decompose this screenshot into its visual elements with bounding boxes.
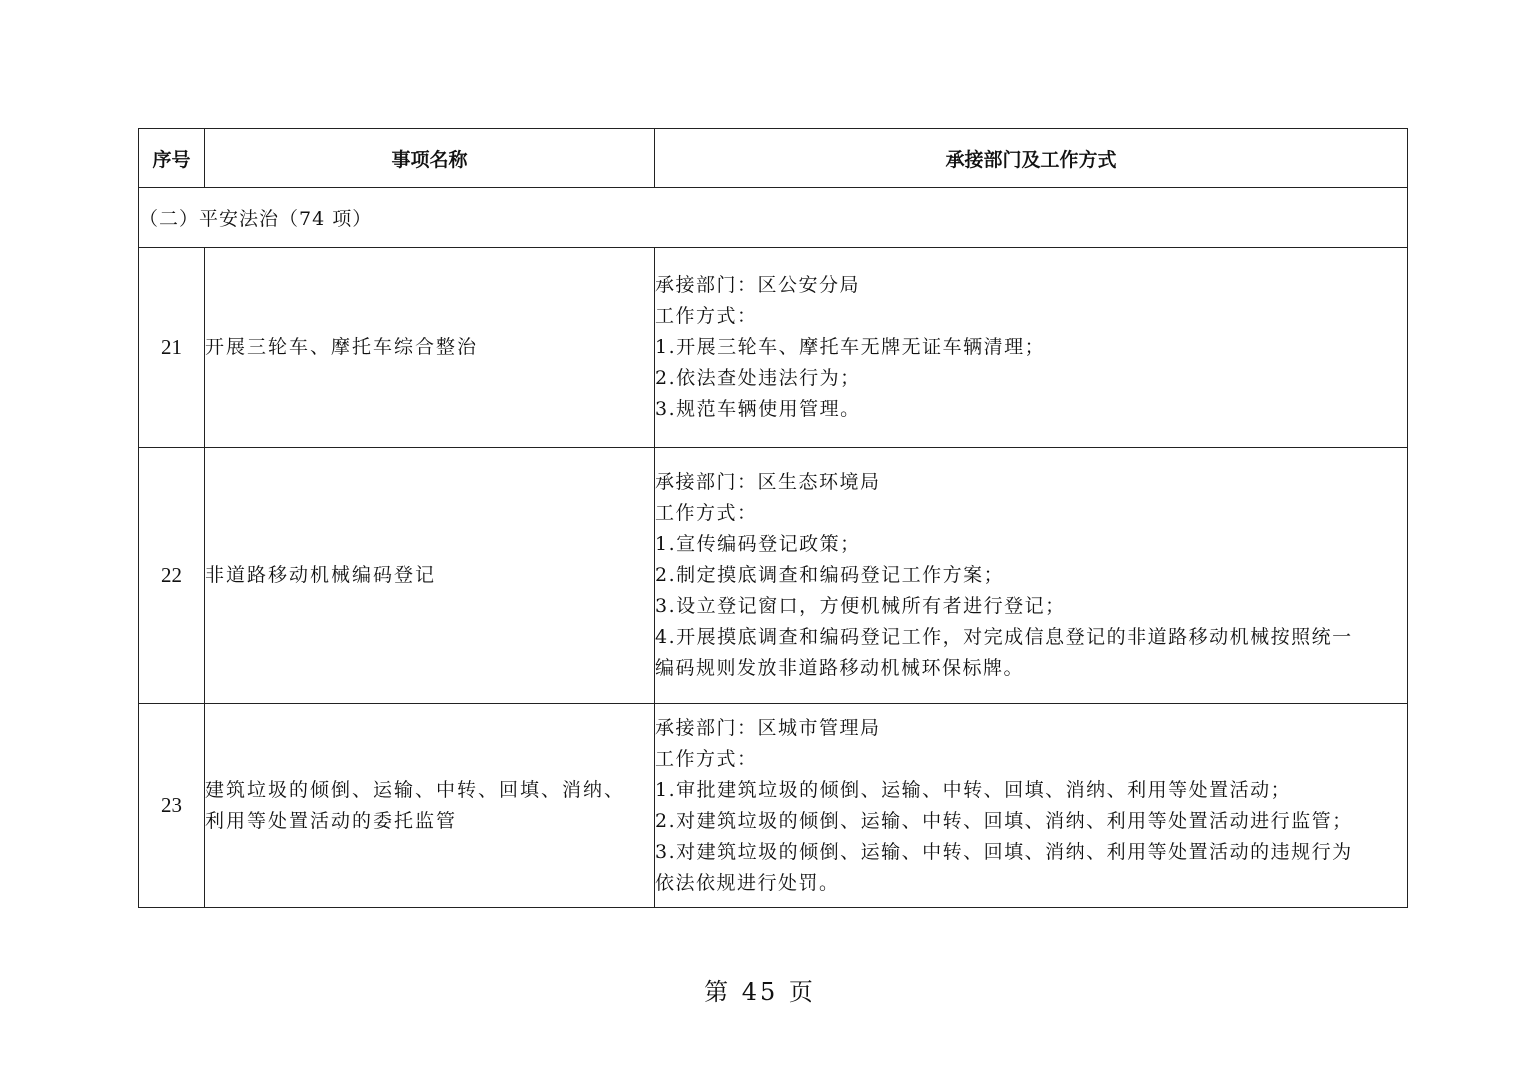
dept-line: 3.设立登记窗口，方便机械所有者进行登记； [655, 595, 1066, 617]
matter-name-line: 开展三轮车、摩托车综合整治 [205, 336, 479, 358]
department-method [655, 704, 1408, 908]
section-row [139, 188, 1408, 248]
dept-line: 2.依法查处违法行为； [655, 367, 861, 389]
table-header-row [139, 129, 1408, 188]
row-number: 21 [139, 248, 205, 448]
dept-line: 1.宣传编码登记政策； [655, 533, 861, 555]
matter-name [205, 248, 655, 448]
section-title: （二）平安法治（74 项） [139, 188, 1408, 248]
header-serial-number: 序号 [139, 129, 205, 188]
matter-name-line: 利用等处置活动的委托监管 [205, 809, 458, 832]
dept-line: 依法依规进行处罚。 [655, 871, 840, 894]
department-method [655, 448, 1408, 704]
dept-line: 承接部门：区公安分局 [655, 274, 861, 296]
table-row [139, 248, 1408, 448]
dept-line: 3.对建筑垃圾的倾倒、运输、中转、回填、消纳、利用等处置活动的违规行为 [655, 840, 1353, 863]
matter-name [205, 448, 655, 704]
dept-line: 工作方式： [655, 305, 758, 327]
dept-line: 承接部门：区城市管理局 [655, 716, 881, 739]
header-department-method: 承接部门及工作方式 [655, 129, 1408, 188]
row-number: 23 [139, 704, 205, 908]
dept-line: 1.审批建筑垃圾的倾倒、运输、中转、回填、消纳、利用等处置活动； [655, 778, 1292, 801]
dept-line: 工作方式： [655, 502, 758, 524]
dept-line: 工作方式： [655, 747, 758, 770]
table-row [139, 704, 1408, 908]
row-number: 22 [139, 448, 205, 704]
dept-line: 编码规则发放非道路移动机械环保标牌。 [655, 657, 1025, 679]
header-matter-name: 事项名称 [205, 129, 655, 188]
department-method [655, 248, 1408, 448]
dept-line: 4.开展摸底调查和编码登记工作，对完成信息登记的非道路移动机械按照统一 [655, 626, 1353, 648]
matter-name-line: 非道路移动机械编码登记 [205, 564, 437, 586]
dept-line: 2.制定摸底调查和编码登记工作方案； [655, 564, 1005, 586]
dept-line: 承接部门：区生态环境局 [655, 471, 881, 493]
dept-line: 2.对建筑垃圾的倾倒、运输、中转、回填、消纳、利用等处置活动进行监管； [655, 809, 1353, 832]
page-number: 第 45 页 [704, 978, 816, 1006]
matter-name [205, 704, 655, 908]
dept-line: 3.规范车辆使用管理。 [655, 398, 861, 420]
dept-line: 1.开展三轮车、摩托车无牌无证车辆清理； [655, 336, 1046, 358]
matters-table [138, 128, 1408, 908]
matter-name-line: 建筑垃圾的倾倒、运输、中转、回填、消纳、 [205, 778, 626, 801]
table-row [139, 448, 1408, 704]
